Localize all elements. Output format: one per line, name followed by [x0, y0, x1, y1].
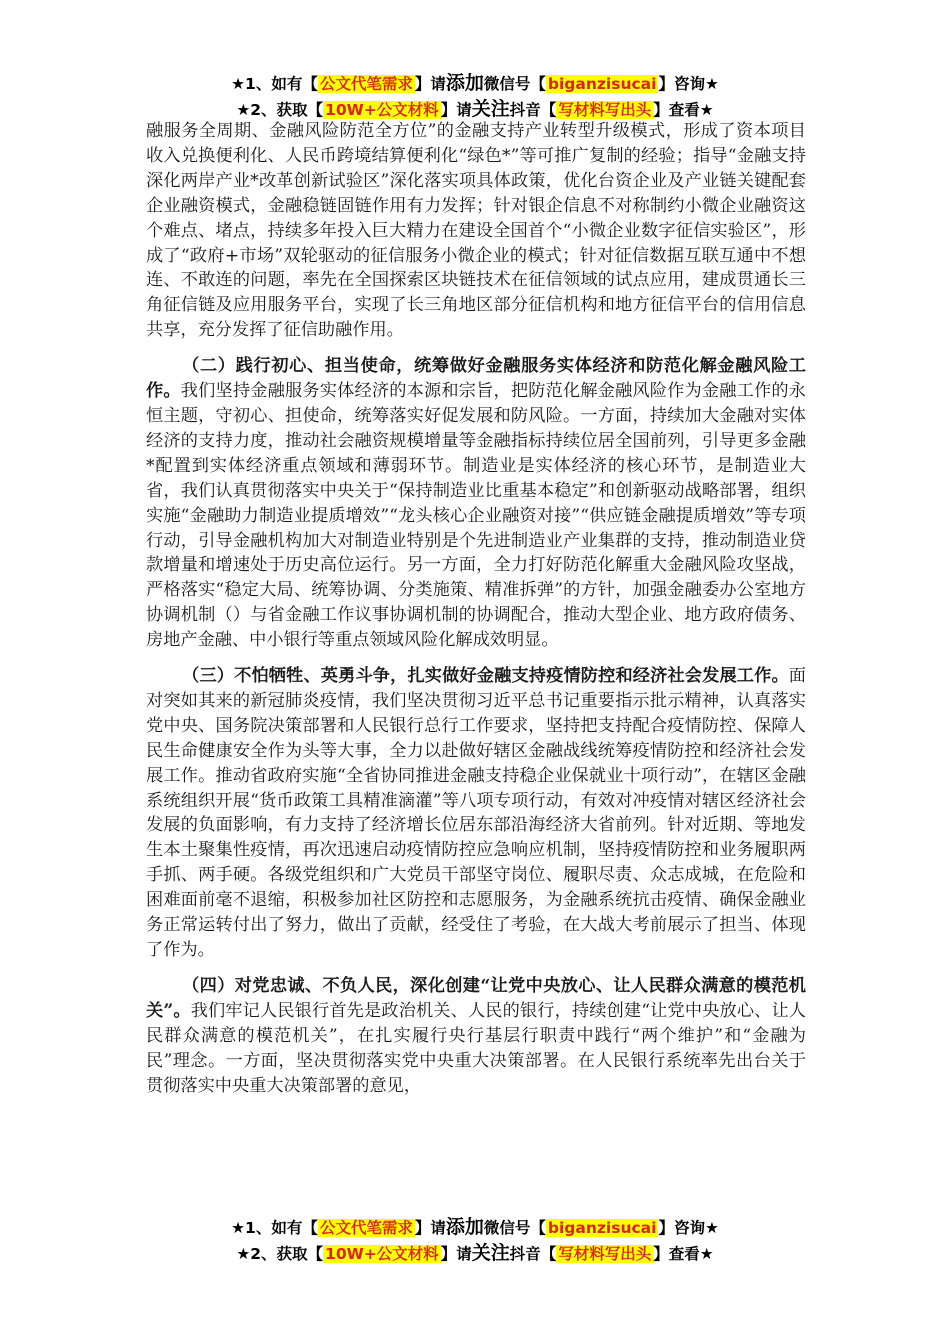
- document-body: [146, 119, 806, 1109]
- banner-highlight-douyin-id: 写材料写出头: [558, 1245, 652, 1263]
- section-text: 我们牢记人民银行首先是政治机关、人民的银行，持续创建“让党中央放心、让人民群众满意的模范机关”，在扎实履行央行基层行职责中践行“两个维护”和“金融为民”理念。一方面，坚决贯彻落实党中央重大决策部署。在人民银行系统率先出台关于贯彻落实中央重大决策部署的意见，: [146, 1000, 806, 1096]
- banner-line-1: [0, 1214, 950, 1240]
- banner-text: 】查看★: [653, 101, 714, 119]
- section-heading: （三）不怕牺牲、英勇斗争，扎实做好金融支持疫情防控和经济社会发展工作。: [182, 666, 789, 687]
- banner-text: 】查看★: [653, 1245, 714, 1263]
- banner-highlight: 公文代笔需求: [319, 75, 413, 93]
- banner-text: 微信号【: [483, 75, 546, 93]
- bottom-banner: [0, 1214, 950, 1266]
- paragraph-section-2: [146, 354, 806, 653]
- banner-highlight-douyin-id: 写材料写出头: [558, 101, 652, 119]
- banner-text: 】咨询★: [658, 1219, 719, 1237]
- section-text: 我们坚持金融服务实体经济的本源和宗旨，把防范化解金融风险作为金融工作的永恒主题，守初心、担使命，统筹落实好促发展和防风险。一方面，持续加大金融对实体经济的支持力度，推动社会融资规模增量等金融指标持续位居全国前列，引导更多金融*配置到实体经济重点领域和薄弱环节。制造业是实体经济的核心环节，是制造业大省，我们认真贯彻落实中央关于“保持制造业比重基本稳定”和创新驱动战略部署，组织实施“金融助力制造业提质增效”“龙头核心企业融资对接”“供应链金融提质增效”等专项行动，引导金融机构加大对制造业特别是个先进制造业产业集群的支持，推动制造业贷款增量和增速处于历史高位运行。另一方面，全力打好防范化解重大金融风险攻坚战，严格落实“稳定大局、统筹协调、分类施策、精准拆弹”的方针，加强金融委办公室地方协调机制（）与省金融工作议事协调机制的协调配合，推动大型企业、地方政府债务、房地产金融、中小银行等重点领域风险化解成效明显。: [146, 381, 806, 651]
- banner-emphasis: 添加: [445, 72, 484, 94]
- banner-text: 抖音【: [509, 1245, 557, 1263]
- banner-emphasis: 关注: [471, 98, 510, 120]
- banner-text: 抖音【: [509, 101, 557, 119]
- banner-text: ★1、如有【: [231, 1219, 318, 1237]
- banner-text: 微信号【: [483, 1219, 546, 1237]
- banner-text: ★1、如有【: [231, 75, 318, 93]
- banner-text: 】请: [440, 1245, 472, 1263]
- banner-emphasis: 添加: [445, 1216, 484, 1238]
- section-heading: （四）对党忠诚、不负人民，深化创建“让党中央放心、让人民群众满意的模范机关”。: [146, 975, 806, 1021]
- banner-highlight-wechat-id: biganzisucai: [547, 1219, 657, 1237]
- section-text: 面对突如其来的新冠肺炎疫情，我们坚决贯彻习近平总书记重要指示批示精神，认真落实党中央、国务院决策部署和人民银行总行工作要求，坚持把支持配合疫情防控、保障人民生命健康安全作为头等大事，全力以赴做好辖区金融战线统筹疫情防控和经济社会发展工作。推动省政府实施“全省协同推进金融支持稳企业保就业十项行动”，在辖区金融系统组织开展“货币政策工具精准滴灌”等八项专项行动，有效对冲疫情对辖区经济社会发展的负面影响，有力支持了经济增长位居东部沿海经济大省前列。针对近期、等地发生本土聚集性疫情，再次迅速启动疫情防控应急响应机制，坚持疫情防控和业务履职两手抓、两手硬。各级党组织和广大党员干部坚守岗位、履职尽责、众志成城，在危险和困难面前毫不退缩，积极参加社区防控和志愿服务，为金融系统抗击疫情、确保金融业务正常运转付出了努力，做出了贡献，经受住了考验，在大战大考前展示了担当、体现了作为。: [146, 666, 806, 960]
- banner-highlight-wechat-id: biganzisucai: [547, 75, 657, 93]
- banner-emphasis: 关注: [471, 1242, 510, 1264]
- paragraph-continued: 融服务全周期、金融风险防范全方位”的金融支持产业转型升级模式，形成了资本项目收入兑换便利化、人民币跨境结算便利化“绿色*”等可推广复制的经验；指导“金融支持深化两岸产业*改革创新试验区”深化落实项具体政策，优化台资企业及产业链关键配套企业融资模式，金融稳链固链作用有力发挥；针对银企信息不对称制约小微企业融资这个难点、堵点，持续多年投入巨大精力在建设全国首个“小微企业数字征信实验区”，形成了“政府+市场”双轮驱动的征信服务小微企业的模式；针对征信数据互联互通中不想连、不敢连的问题，率先在全国探索区块链技术在征信领域的试点应用，建成贯通长三角征信链及应用服务平台，实现了长三角地区部分征信机构和地方征信平台的信用信息共享，充分发挥了征信助融作用。: [146, 121, 806, 341]
- banner-text: ★2、获取【: [236, 101, 324, 119]
- banner-text: 】请: [440, 101, 472, 119]
- banner-text: ★2、获取【: [236, 1245, 324, 1263]
- banner-line-1: [0, 70, 950, 96]
- banner-text: 】请: [414, 1219, 446, 1237]
- section-heading: （二）践行初心、担当使命，统筹做好金融服务实体经济和防范化解金融风险工作。: [146, 356, 806, 402]
- banner-highlight: 10W+公文材料: [325, 1245, 439, 1263]
- top-banner: [0, 70, 950, 122]
- paragraph-section-3: [146, 664, 806, 963]
- banner-highlight: 公文代笔需求: [319, 1219, 413, 1237]
- banner-line-2: [0, 1240, 950, 1266]
- banner-text: 】请: [414, 75, 446, 93]
- paragraph-section-4: [146, 974, 806, 1099]
- banner-text: 】咨询★: [658, 75, 719, 93]
- banner-highlight: 10W+公文材料: [325, 101, 439, 119]
